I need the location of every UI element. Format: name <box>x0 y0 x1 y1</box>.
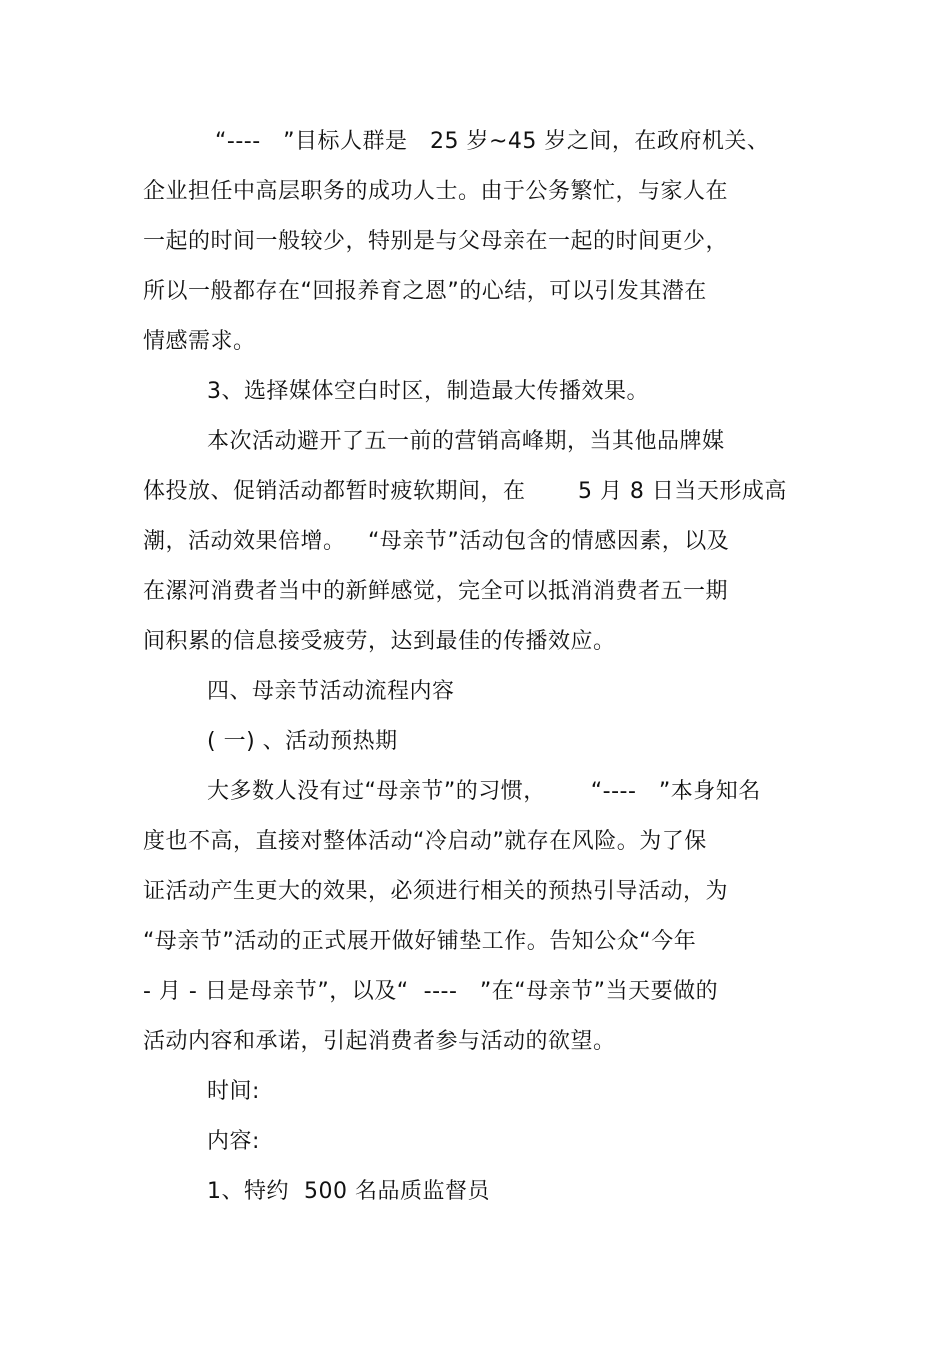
paragraph-line: 一起的时间一般较少，特别是与父母亲在一起的时间更少， <box>143 229 729 254</box>
paragraph-line: 体投放、促销活动都暂时疲软期间，在 5 月 8 日当天形成高 <box>143 479 787 504</box>
paragraph-line: 证活动产生更大的效果，必须进行相关的预热引导活动，为 <box>143 879 729 904</box>
paragraph-line: - 月 - 日是母亲节”，以及“ ---- ”在“母亲节”当天要做的 <box>143 979 719 1004</box>
content-label: 内容: <box>207 1129 260 1154</box>
paragraph-line: 大多数人没有过“母亲节”的习惯， “---- ”本身知名 <box>207 779 761 804</box>
paragraph-line: 本次活动避开了五一前的营销高峰期，当其他品牌媒 <box>207 429 725 454</box>
time-label: 时间: <box>207 1079 260 1104</box>
paragraph-line: “母亲节”活动的正式展开做好铺垫工作。告知公众“今年 <box>143 929 697 954</box>
list-item: 1、特约 500 名品质监督员 <box>207 1179 490 1204</box>
subsection-heading: ( 一) 、活动预热期 <box>207 729 398 754</box>
paragraph-line: 情感需求。 <box>143 329 256 354</box>
paragraph-line: 度也不高，直接对整体活动“冷启动”就存在风险。为了保 <box>143 829 707 854</box>
paragraph-line: 间积累的信息接受疲劳，达到最佳的传播效应。 <box>143 629 616 654</box>
paragraph-line: 企业担任中高层职务的成功人士。由于公务繁忙，与家人在 <box>143 179 729 204</box>
section-heading: 四、母亲节活动流程内容 <box>207 679 455 704</box>
paragraph-line: 所以一般都存在“回报养育之恩”的心结，可以引发其潜在 <box>143 279 707 304</box>
paragraph-line: 潮，活动效果倍增。 “母亲节”活动包含的情感因素，以及 <box>143 529 730 554</box>
paragraph-line: 活动内容和承诺，引起消费者参与活动的欲望。 <box>143 1029 616 1054</box>
section-item-heading: 3、选择媒体空白时区，制造最大传播效果。 <box>207 379 649 404</box>
paragraph-line: 在漯河消费者当中的新鲜感觉，完全可以抵消消费者五一期 <box>143 579 729 604</box>
paragraph-line: “---- ”目标人群是 25 岁~45 岁之间，在政府机关、 <box>215 129 770 154</box>
